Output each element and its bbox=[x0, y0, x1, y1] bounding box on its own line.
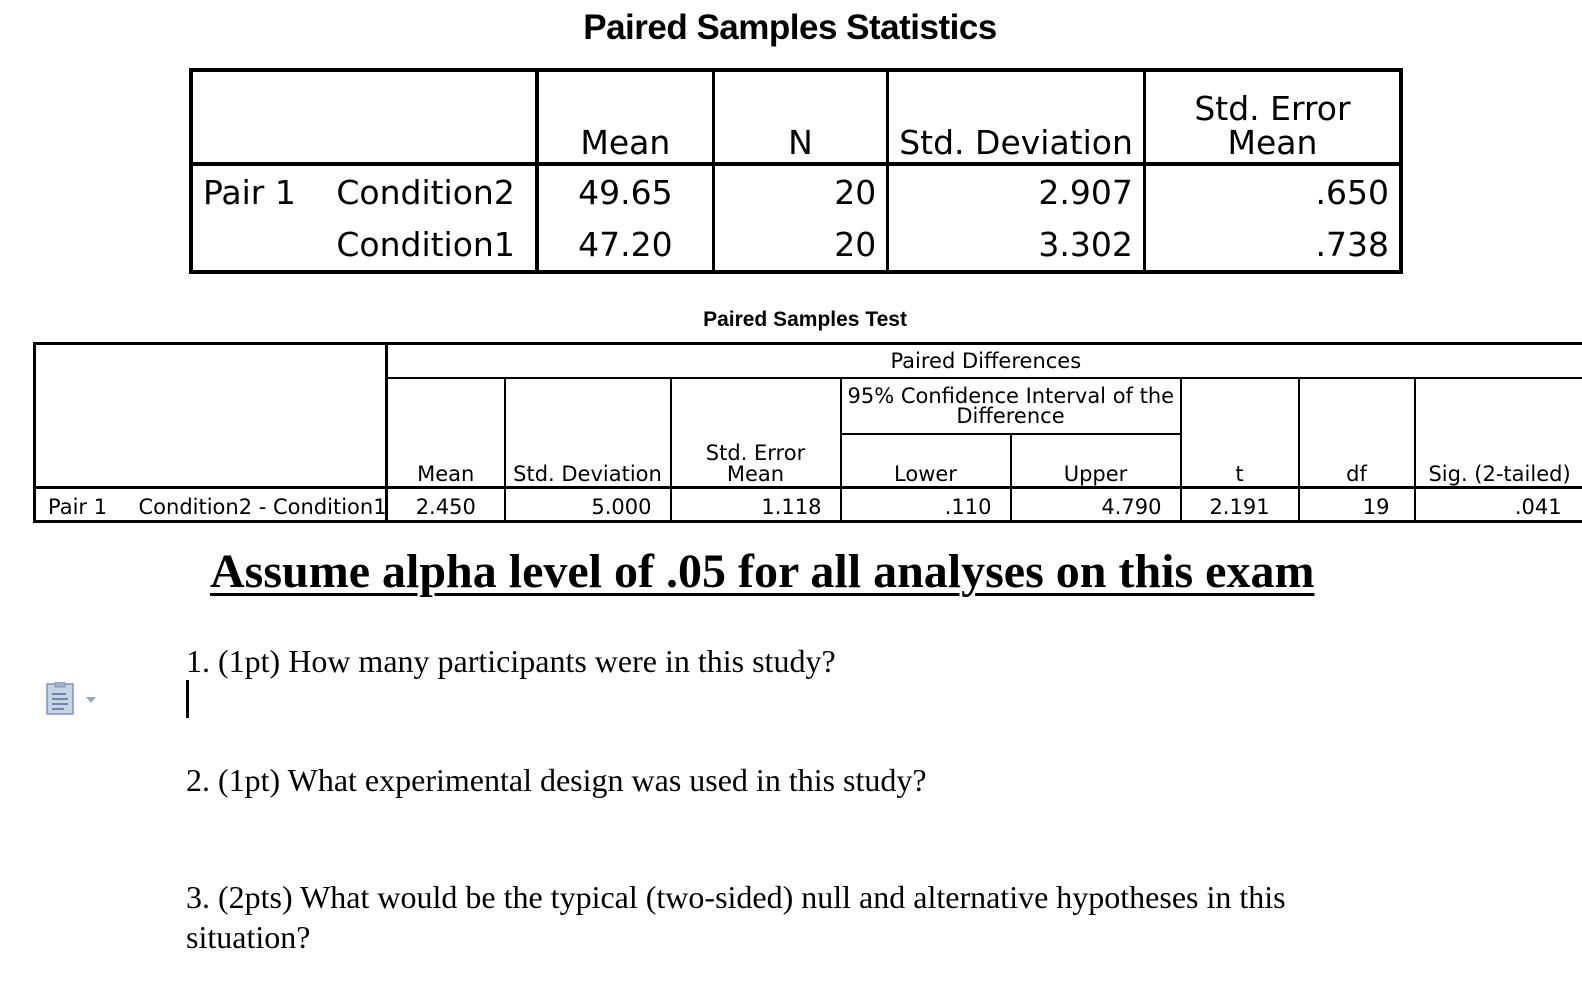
test-t-cell: 2.191 bbox=[1181, 488, 1299, 522]
stats-header-sem bbox=[1144, 70, 1401, 164]
paired-samples-test-table bbox=[33, 342, 1582, 523]
table-row bbox=[35, 488, 1582, 522]
test-mean-cell: 2.450 bbox=[387, 488, 505, 522]
test-header-upper: Upper bbox=[1011, 434, 1181, 488]
test-header-mean: Mean bbox=[387, 378, 505, 488]
test-sig-cell: .041 bbox=[1415, 488, 1582, 522]
stats-header-sd: Std. Deviation bbox=[888, 70, 1145, 164]
stats-header-blank bbox=[191, 70, 537, 164]
question-1[interactable]: 1. (1pt) How many participants were in this study? bbox=[186, 643, 836, 679]
test-header-lower: Lower bbox=[841, 434, 1011, 488]
sd-cell: 2.907 bbox=[888, 164, 1145, 218]
test-header-sd: Std. Deviation bbox=[505, 378, 671, 488]
stats-header-sem-line1: Std. Error bbox=[1194, 89, 1351, 128]
test-sd-cell: 5.000 bbox=[505, 488, 671, 522]
test-header-sem-line2: Mean bbox=[726, 462, 785, 486]
test-upper-cell: 4.790 bbox=[1011, 488, 1181, 522]
table-row bbox=[191, 218, 1401, 272]
test-condition-label: Condition2 - Condition1 bbox=[138, 495, 387, 519]
condition-label: Condition2 bbox=[336, 172, 515, 212]
pair-label: Pair 1 bbox=[203, 172, 296, 212]
condition-label: Condition1 bbox=[336, 224, 515, 264]
mean-cell: 49.65 bbox=[537, 164, 713, 218]
ci-header-line2: Difference bbox=[956, 403, 1065, 428]
question-2[interactable]: 2. (1pt) What experimental design was used in this study? bbox=[186, 762, 927, 798]
sem-cell: .738 bbox=[1144, 218, 1401, 272]
stats-header-sem-line2: Mean bbox=[1227, 123, 1318, 162]
test-table-title: Paired Samples Test bbox=[703, 308, 907, 331]
test-pair-label: Pair 1 bbox=[48, 495, 108, 519]
test-header-sem-line1: Std. Error bbox=[705, 441, 806, 465]
stats-header-n: N bbox=[713, 70, 888, 164]
paste-options-icon[interactable] bbox=[46, 682, 98, 716]
n-cell: 20 bbox=[713, 164, 888, 218]
stats-table-title: Paired Samples Statistics bbox=[583, 8, 997, 47]
text-cursor bbox=[186, 680, 189, 718]
test-sem-cell: 1.118 bbox=[671, 488, 841, 522]
sem-cell: .650 bbox=[1144, 164, 1401, 218]
table-row bbox=[191, 164, 1401, 218]
test-header-t: t bbox=[1181, 378, 1299, 488]
stats-header-row bbox=[191, 70, 1401, 164]
question-3[interactable]: 3. (2pts) What would be the typical (two-sided) null and alternative hypotheses in this situation? bbox=[186, 879, 1286, 955]
exam-heading: Assume alpha level of .05 for all analyses on this exam bbox=[210, 545, 1315, 598]
test-header-sem bbox=[671, 378, 841, 488]
paired-differences-header: Paired Differences bbox=[387, 344, 1582, 378]
test-df-cell: 19 bbox=[1299, 488, 1415, 522]
test-header-sig: Sig. (2-tailed) bbox=[1415, 378, 1582, 488]
test-header-row-1 bbox=[35, 344, 1582, 378]
test-header-blank bbox=[35, 344, 387, 488]
stats-header-mean: Mean bbox=[537, 70, 713, 164]
ci-header-line1: 95% Confidence Interval of the bbox=[847, 383, 1175, 408]
mean-cell: 47.20 bbox=[537, 218, 713, 272]
n-cell: 20 bbox=[713, 218, 888, 272]
confidence-interval-header bbox=[841, 378, 1181, 434]
paired-samples-statistics-table bbox=[189, 68, 1403, 274]
test-lower-cell: .110 bbox=[841, 488, 1011, 522]
test-header-df: df bbox=[1299, 378, 1415, 488]
sd-cell: 3.302 bbox=[888, 218, 1145, 272]
